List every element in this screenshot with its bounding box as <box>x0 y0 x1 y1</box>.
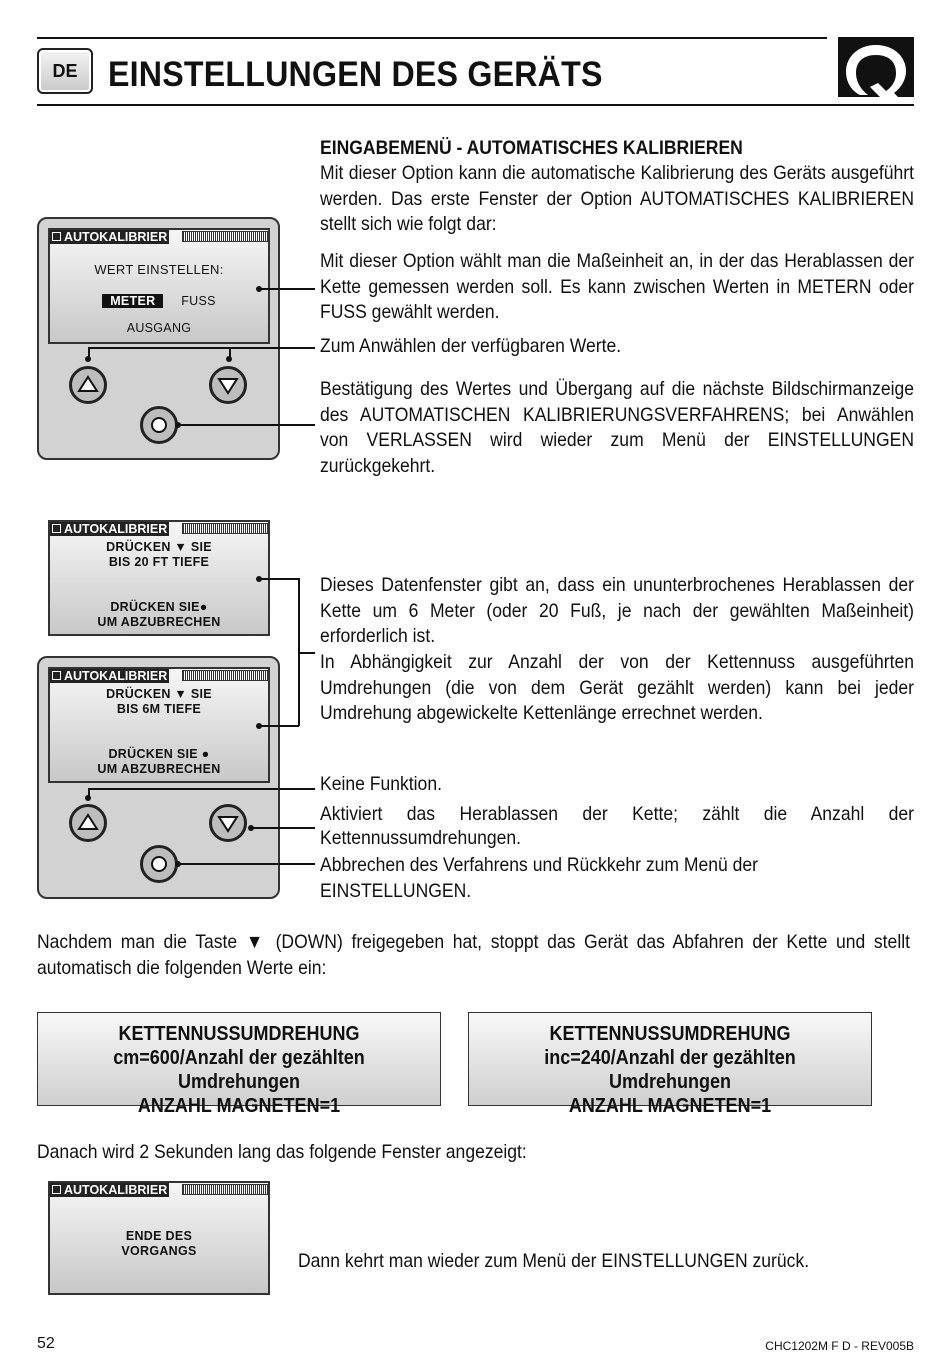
page-title: EINSTELLUNGEN DES GERÄTS <box>108 55 603 94</box>
formula-line: ANZAHL MAGNETEN=1 <box>568 1095 772 1117</box>
screen-title-bar <box>50 230 268 244</box>
display-screen <box>48 228 270 344</box>
up-button[interactable] <box>69 366 107 404</box>
leader-line <box>229 347 231 359</box>
option-meter-selected[interactable]: METER <box>102 294 163 308</box>
screen-line: UM ABZUBRECHEN <box>97 615 221 629</box>
header-rule-bottom <box>37 104 914 106</box>
formula-line: ANZAHL MAGNETEN=1 <box>137 1095 341 1117</box>
screen-title-hatch <box>182 231 268 242</box>
desc-ok-abort: Abbrechen des Verfahrens und Rückkehr zum Menü der EINSTELLUNGEN. <box>320 854 759 902</box>
screen-unit-options <box>50 294 268 308</box>
leader-line <box>259 725 299 727</box>
screen-title: AUTOKALIBRIER <box>50 669 169 683</box>
option-fuss[interactable]: FUSS <box>181 294 216 308</box>
page-number: 52 <box>37 1335 55 1352</box>
screen-line: DRÜCKEN ▼ SIE <box>106 540 212 554</box>
down-button[interactable] <box>209 804 247 842</box>
up-arrow-icon <box>72 807 104 839</box>
screen-line: BIS 20 FT TIEFE <box>108 555 210 569</box>
desc-arrows: Zum Anwählen der verfügbaren Werte. <box>320 335 622 357</box>
formula-line: KETTENNUSSUMDREHUNG <box>549 1023 791 1045</box>
q-logo-icon <box>838 37 914 97</box>
formula-box-cm <box>37 1012 441 1117</box>
display-screen-ft <box>48 520 270 636</box>
up-button[interactable] <box>69 804 107 842</box>
screen-line: DRÜCKEN ▼ SIE <box>106 687 212 701</box>
ok-button[interactable] <box>140 845 178 883</box>
up-arrow-icon <box>72 369 104 401</box>
screen-line: UM ABZUBRECHEN <box>97 762 221 776</box>
desc-window: Dieses Datenfenster gibt an, dass ein ununterbrochenes Herablassen der Kette um 6 Meter (oder 20 Fuß, je nach der gewählten Maßeinheit) erforderlich ist. <box>320 574 914 647</box>
screen-title-bar <box>50 522 268 536</box>
leader-line <box>259 288 315 290</box>
screen-title: AUTOKALIBRIER <box>50 1183 169 1197</box>
formula-line: KETTENNUSSUMDREHUNG <box>118 1023 360 1045</box>
screen-title-bar <box>50 1183 268 1197</box>
leader-line <box>88 788 90 798</box>
leader-line <box>298 652 315 654</box>
ok-button[interactable] <box>140 406 178 444</box>
display-screen-end <box>48 1181 270 1295</box>
screen-line: ENDE DES <box>125 1229 193 1243</box>
down-button[interactable] <box>209 366 247 404</box>
section-intro: Mit dieser Option kann die automatische Kalibrierung des Geräts ausgeführt werden. Das erste Fenster der Option AUTOMATISCHES KALIBRIEREN stellt sich wie folgt dar: <box>320 162 914 235</box>
screen-title: AUTOKALIBRIER <box>50 230 169 244</box>
leader-line <box>88 788 315 790</box>
desc-calc: In Abhängigkeit zur Anzahl der von der Kettennuss ausgeführten Umdrehungen (die von dem Gerät gezählt werden) kann bei jeder Umdrehung abgewickelte Kettenlänge errechnet werden. <box>320 651 914 724</box>
leader-line <box>88 347 90 359</box>
language-badge: DE <box>37 48 93 94</box>
down-arrow-icon <box>212 807 244 839</box>
screen-line: BIS 6M TIEFE <box>116 702 202 716</box>
circle-icon <box>143 848 175 880</box>
screen-title: AUTOKALIBRIER <box>50 522 169 536</box>
leader-line <box>88 347 315 349</box>
screen-title-hatch <box>182 523 268 534</box>
leader-line <box>178 424 315 426</box>
circle-icon <box>143 409 175 441</box>
down-arrow-icon <box>212 369 244 401</box>
document-code: CHC1202M F D - REV005B <box>765 1339 914 1353</box>
desc-unit: Mit dieser Option wählt man die Maßeinheit an, in der das Herablassen der Kette gemessen werden soll. Es kann zwischen Werten in METERN oder FUSS gewählt werden. <box>320 250 914 323</box>
desc-up: Keine Funktion. <box>320 773 442 795</box>
desc-return: Dann kehrt man wieder zum Menü der EINSTELLUNGEN zurück. <box>298 1250 810 1272</box>
leader-line <box>178 863 315 865</box>
para-window-shown: Danach wird 2 Sekunden lang das folgende Fenster angezeigt: <box>37 1141 527 1163</box>
formula-line: cm=600/Anzahl der gezählten Umdrehungen <box>113 1047 365 1093</box>
leader-line <box>259 578 299 580</box>
leader-line <box>251 827 315 829</box>
screen-title-bar <box>50 669 268 683</box>
screen-line-set-value: WERT EINSTELLEN: <box>94 262 224 277</box>
screen-title-hatch <box>182 1184 268 1195</box>
formula-box-inc <box>468 1012 872 1117</box>
section-heading: EINGABEMENÜ - AUTOMATISCHES KALIBRIEREN <box>320 137 743 159</box>
para-after-release: Nachdem man die Taste ▼ (DOWN) freigegeben hat, stoppt das Gerät das Abfahren der Kette und stellt automatisch die folgenden Werte ein: <box>37 931 910 979</box>
screen-line: DRÜCKEN SIE ● <box>108 747 210 761</box>
desc-ok: Bestätigung des Wertes und Übergang auf die nächste Bildschirmanzeige des AUTOMATISCHEN KALIBRIERUNGSVERFAHRENS; bei Anwählen von VERLASSEN wird wieder zum Menü der EINSTELLUNGEN zurückgekehrt. <box>320 378 914 477</box>
screen-line: DRÜCKEN SIE● <box>110 600 208 614</box>
display-screen-m <box>48 667 270 783</box>
desc-down: Aktiviert das Herablassen der Kette; zählt die Anzahl der Kettennussumdrehungen. <box>320 803 914 849</box>
formula-line: inc=240/Anzahl der gezählten Umdrehungen <box>544 1047 796 1093</box>
screen-line: VORGANGS <box>121 1244 197 1258</box>
header-rule-top <box>37 37 827 39</box>
screen-line-exit[interactable]: AUSGANG <box>126 321 192 335</box>
screen-title-hatch <box>182 670 268 681</box>
